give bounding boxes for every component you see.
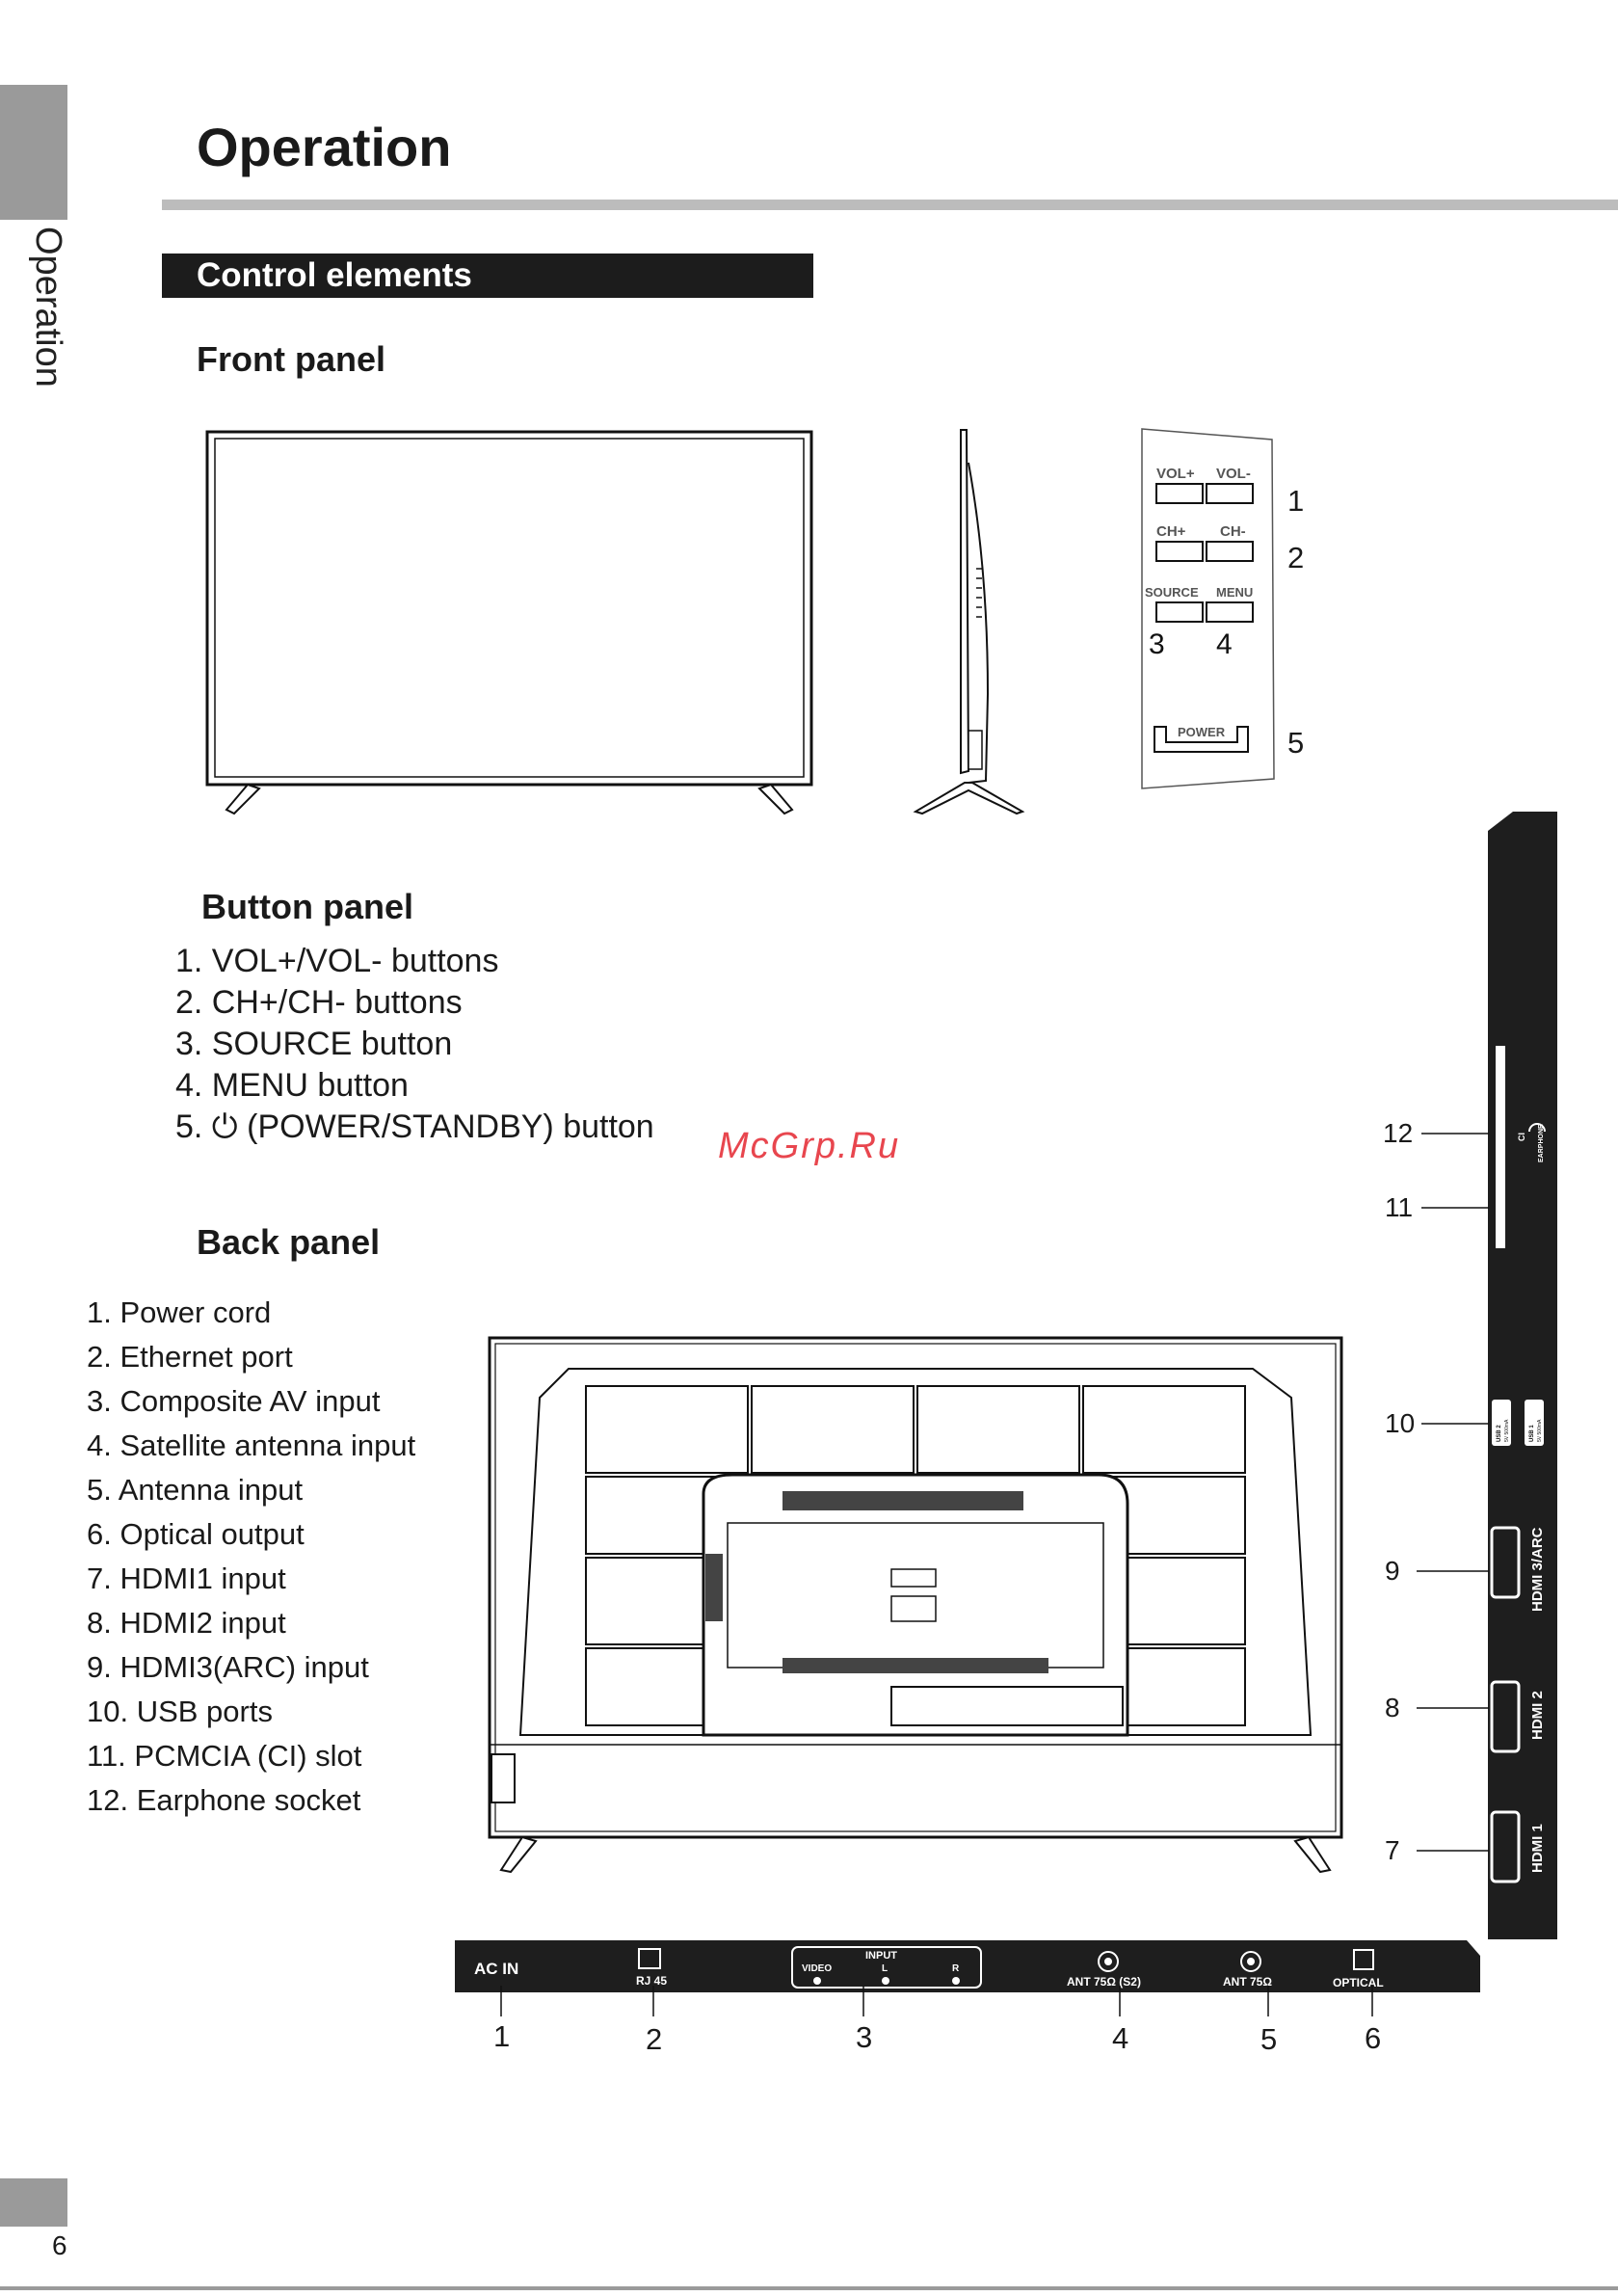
button-list-item: 2. CH+/CH- buttons: [175, 984, 463, 1021]
watermark: McGrp.Ru: [718, 1126, 901, 1166]
menu-label: MENU: [1216, 585, 1254, 600]
ch-minus-button: [1207, 542, 1253, 561]
callout-3: 3: [856, 2020, 873, 2054]
audio-left-label: L: [882, 1963, 889, 1974]
back-list-item: 6. Optical output: [87, 1517, 305, 1551]
callout-6: 6: [1365, 2021, 1382, 2055]
audio-left-jack-icon: [882, 1977, 889, 1985]
section-title: Control elements: [197, 256, 472, 294]
callout-5: 5: [1260, 2022, 1278, 2056]
back-panel-heading: Back panel: [197, 1222, 381, 1262]
ch-plus-button: [1156, 542, 1203, 561]
back-list-item: 12. Earphone socket: [87, 1783, 361, 1817]
back-list-item: 10. USB ports: [87, 1695, 273, 1728]
ac-in-label: AC IN: [474, 1960, 519, 1978]
audio-right-label: R: [952, 1963, 960, 1974]
optical-label: OPTICAL: [1333, 1976, 1384, 1989]
bottom-callout-leaders: [482, 1986, 1407, 2024]
callout-5: 5: [1287, 726, 1305, 760]
callout-8: 8: [1385, 1693, 1400, 1722]
page-title: Operation: [197, 117, 452, 177]
title-divider: [162, 200, 1618, 210]
audio-right-jack-icon: [952, 1977, 960, 1985]
hdmi3-label: HDMI 3/ARC: [1529, 1527, 1546, 1612]
source-label: SOURCE: [1145, 585, 1199, 600]
front-panel-heading: Front panel: [197, 339, 385, 379]
earphone-label: EARPHONE: [1538, 1124, 1545, 1162]
back-list-item: 11. PCMCIA (CI) slot: [87, 1739, 362, 1773]
video-label: VIDEO: [802, 1963, 833, 1974]
side-tab-marker: [0, 85, 67, 220]
usb2-label: USB 2: [1497, 1425, 1502, 1442]
callout-4: 4: [1112, 2021, 1129, 2055]
callout-3: 3: [1149, 628, 1165, 660]
ci-slot: [1496, 1046, 1505, 1248]
ci-label: CI: [1517, 1133, 1526, 1141]
side-tab-label: Operation: [28, 227, 68, 387]
source-button: [1156, 602, 1203, 622]
button-list-item: 5. ⏻ (POWER/STANDBY) button: [175, 1108, 654, 1145]
power-label: POWER: [1178, 725, 1226, 739]
callout-2: 2: [646, 2022, 663, 2056]
side-callout-leaders: [1407, 1118, 1494, 1870]
callout-10: 10: [1385, 1408, 1416, 1438]
button-panel-diagram: [1137, 424, 1291, 795]
callout-4: 4: [1216, 628, 1233, 660]
input-label: INPUT: [865, 1950, 897, 1962]
callout-2: 2: [1287, 541, 1305, 574]
button-list-item: 1. VOL+/VOL- buttons: [175, 943, 499, 979]
usb1-rating: 5V 500mA: [1537, 1419, 1543, 1442]
callout-9: 9: [1385, 1556, 1400, 1586]
menu-button: [1207, 602, 1253, 622]
button-list-item: 3. SOURCE button: [175, 1026, 453, 1062]
back-list-item: 8. HDMI2 input: [87, 1606, 286, 1640]
usb1-label: USB 1: [1529, 1425, 1535, 1442]
back-list-item: 7. HDMI1 input: [87, 1562, 286, 1595]
ch-plus-label: CH+: [1156, 523, 1186, 540]
video-jack-icon: [813, 1977, 821, 1985]
vol-plus-button: [1156, 484, 1203, 503]
rj45-label: RJ 45: [636, 1974, 668, 1988]
hdmi1-label: HDMI 1: [1529, 1824, 1546, 1873]
hdmi2-label: HDMI 2: [1529, 1691, 1546, 1740]
vol-minus-label: VOL-: [1216, 466, 1251, 482]
tv-front-view: [198, 424, 814, 824]
ant-s2-label: ANT 75Ω (S2): [1067, 1975, 1141, 1989]
tv-back-view: [482, 1330, 1349, 1884]
side-connector-strip: [1484, 810, 1561, 1942]
callout-1: 1: [1287, 484, 1305, 518]
back-list-item: 4. Satellite antenna input: [87, 1428, 416, 1462]
callout-12: 12: [1383, 1118, 1414, 1148]
button-panel-heading: Button panel: [201, 887, 413, 926]
ch-minus-label: CH-: [1220, 523, 1246, 540]
back-list-item: 9. HDMI3(ARC) input: [87, 1650, 369, 1684]
vol-minus-button: [1207, 484, 1253, 503]
button-list-item: 4. MENU button: [175, 1067, 409, 1104]
page-tab-marker: [0, 2178, 67, 2227]
tv-side-view: [911, 424, 1036, 824]
back-list-item: 1. Power cord: [87, 1295, 272, 1329]
usb2-rating: 5V 500mA: [1504, 1419, 1510, 1442]
callout-11: 11: [1385, 1192, 1414, 1222]
callout-1: 1: [493, 2019, 511, 2053]
ant-label: ANT 75Ω: [1223, 1975, 1272, 1989]
back-list-item: 5. Antenna input: [87, 1473, 304, 1507]
vol-plus-label: VOL+: [1156, 466, 1195, 482]
bottom-divider: [0, 2286, 1618, 2290]
callout-7: 7: [1385, 1835, 1400, 1865]
back-list-item: 3. Composite AV input: [87, 1384, 381, 1418]
page-number: 6: [52, 2230, 67, 2260]
back-list-item: 2. Ethernet port: [87, 1340, 293, 1374]
